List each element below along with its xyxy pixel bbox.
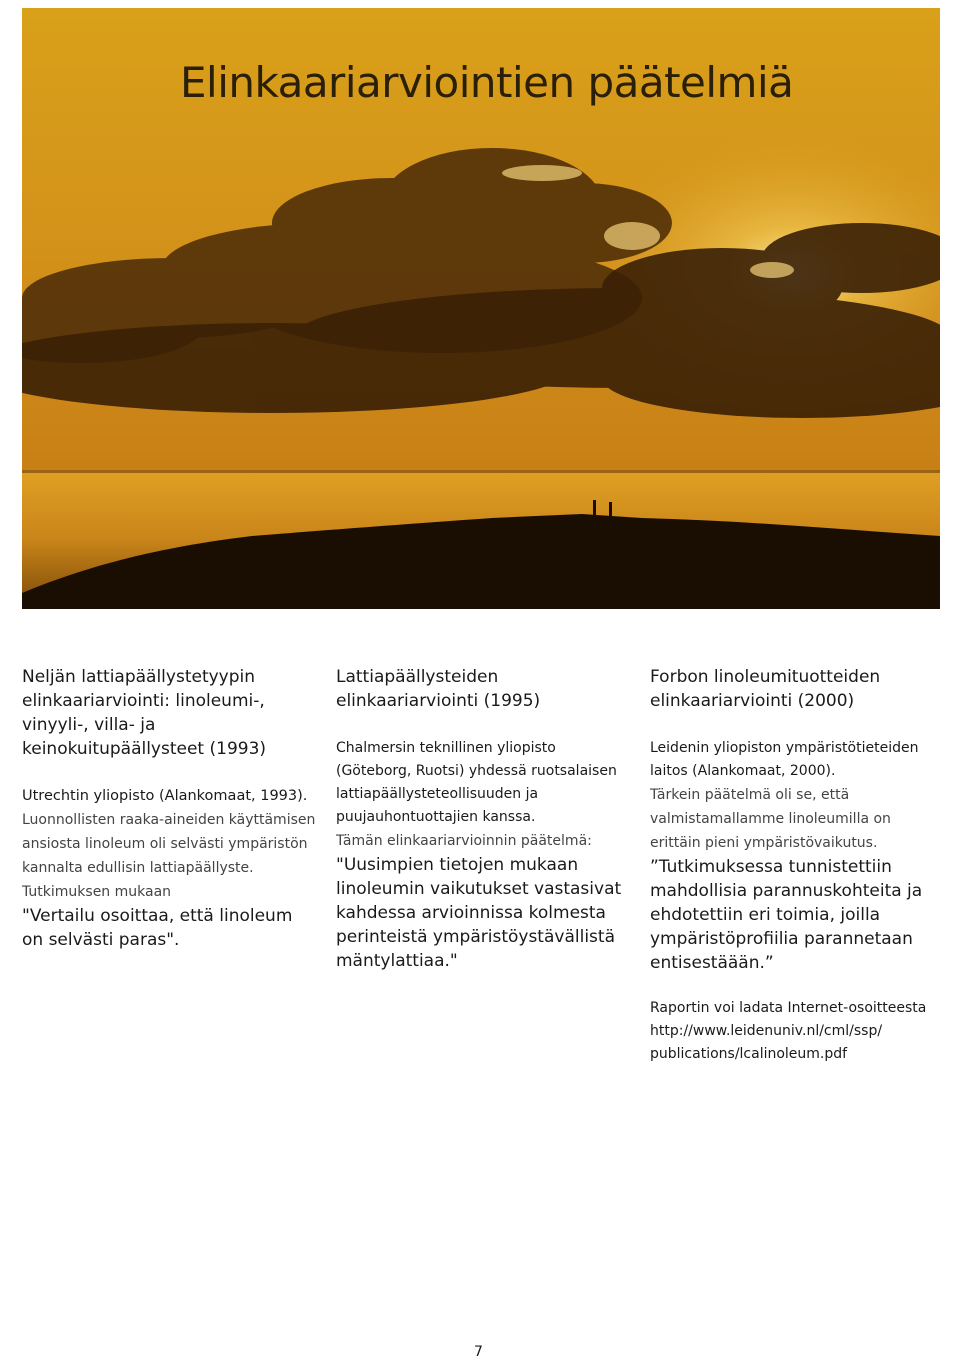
study-heading: Lattiapäällysteiden elinkaariarviointi (1995) bbox=[336, 667, 541, 711]
page-number: 7 bbox=[474, 1344, 483, 1360]
study-quote: "Uusimpien tietojen mukaan linoleumin vaikutukset vastasivat kahdessa arvioinnissa kolmesta perinteistä ympäristöystävällistä mäntylattiaa." bbox=[336, 855, 622, 971]
page-title: Elinkaariarviointien päätelmiä bbox=[180, 58, 794, 107]
study-body: Luonnollisten raaka-aineiden käyttämisen ansiosta linoleum oli selvästi ympäristön kannalta edullisin lattiapäällyste. bbox=[22, 812, 316, 876]
study-column-2000 bbox=[650, 665, 945, 1066]
study-heading: Forbon linoleumituotteiden elinkaariarviointi (2000) bbox=[650, 667, 881, 711]
report-url-link[interactable]: http://www.leidenuniv.nl/cml/ssp/ publications/lcalinoleum.pdf bbox=[650, 1023, 883, 1062]
study-quote: ”Tutkimuksessa tunnistettiin mahdollisia parannuskohteita ja ehdotettiin eri toimia, joilla ympäristöprofiilia parannetaan entisestäään.” bbox=[650, 857, 923, 973]
study-column-1993 bbox=[22, 665, 317, 952]
study-source: Chalmersin teknillinen yliopisto (Göteborg, Ruotsi) yhdessä ruotsalaisen lattiapäällysteteollisuuden ja puujauhontuottajien kanssa. bbox=[336, 740, 617, 825]
study-column-1995 bbox=[336, 665, 631, 973]
report-note: Raportin voi ladata Internet-osoitteesta bbox=[650, 1000, 927, 1016]
study-source: Utrechtin yliopisto (Alankomaat, 1993). bbox=[22, 788, 308, 804]
study-heading: Neljän lattiapäällystetyypin elinkaariarviointi: linoleumi-, vinyyli-, villa- ja keinokuitupäällysteet (1993) bbox=[22, 667, 267, 759]
study-source: Leidenin yliopiston ympäristötieteiden laitos (Alankomaat, 2000). bbox=[650, 740, 919, 779]
study-quote: "Vertailu osoittaa, että linoleum on selvästi paras". bbox=[22, 906, 293, 950]
study-lead: Tämän elinkaariarvioinnin päätelmä: bbox=[336, 833, 592, 849]
study-body: Tärkein päätelmä oli se, että valmistamallamme linoleumilla on erittäin pieni ympäristövaikutus. bbox=[650, 787, 891, 851]
study-lead: Tutkimuksen mukaan bbox=[22, 884, 172, 900]
